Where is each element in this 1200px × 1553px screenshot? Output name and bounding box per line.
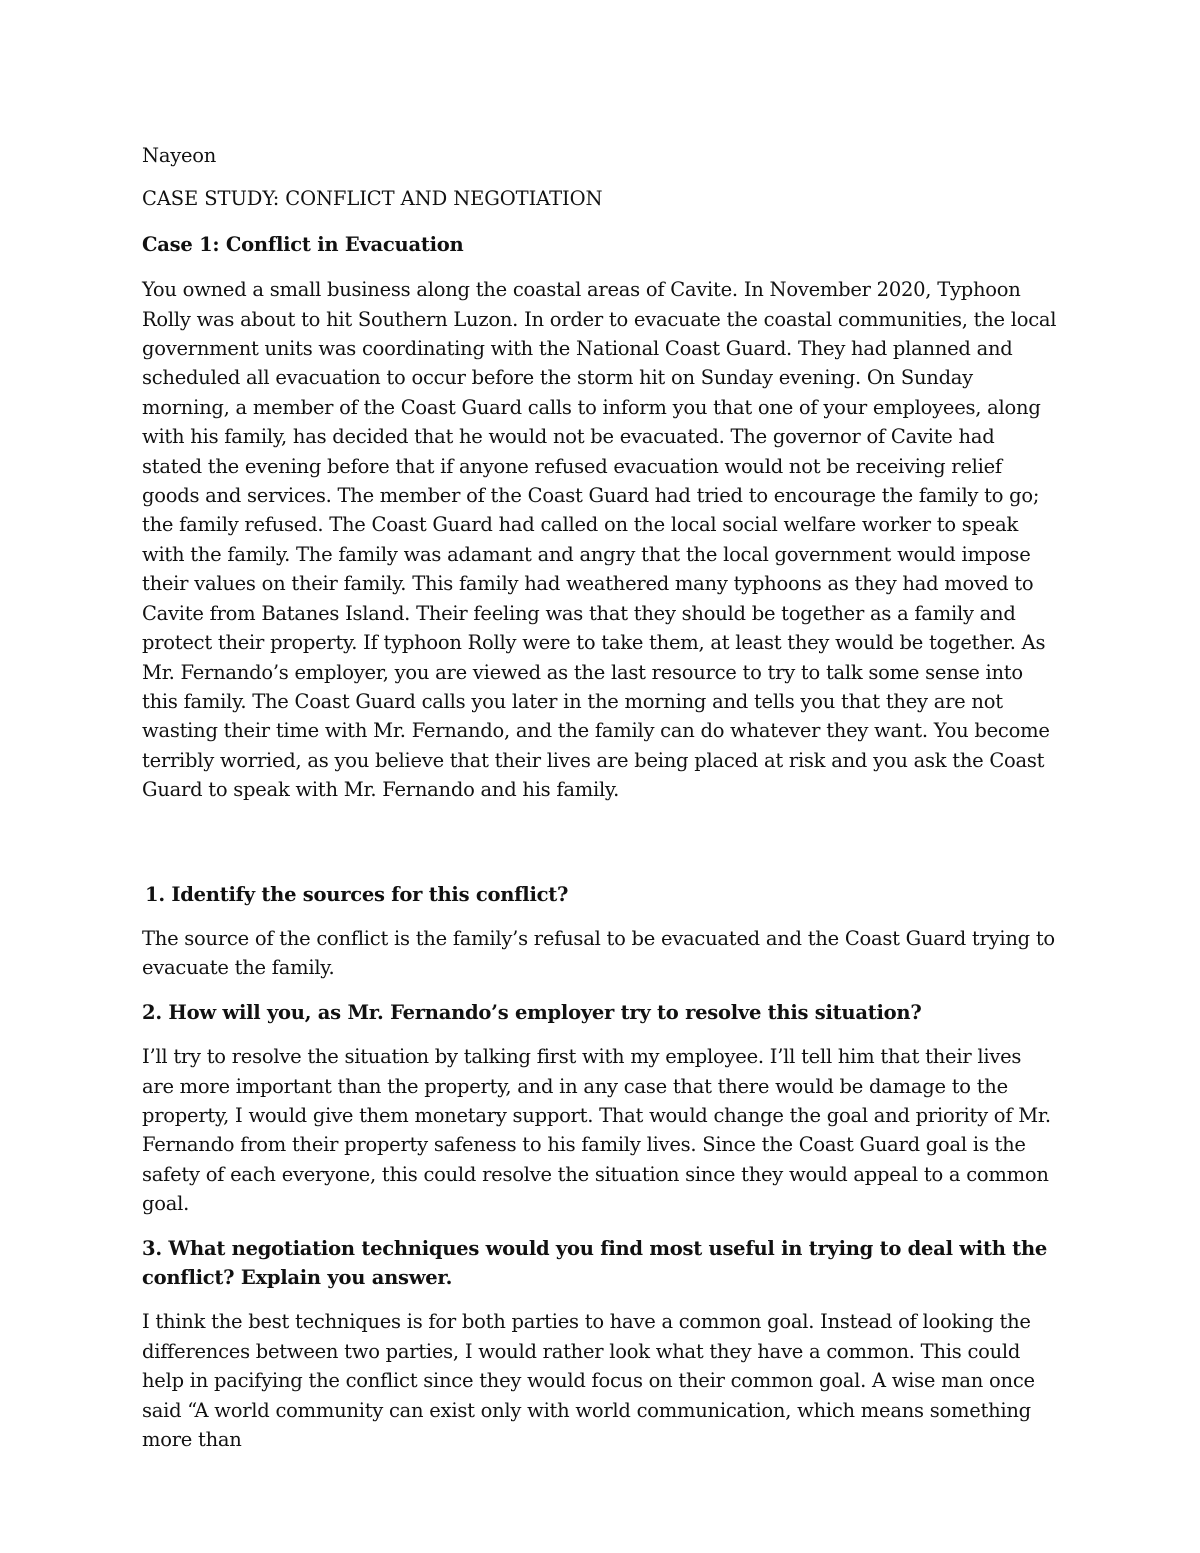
question-1: 1. Identify the sources for this conflict? — [145, 882, 569, 906]
question-2: 2. How will you, as Mr. Fernando’s employer try to resolve this situation? — [142, 1000, 922, 1024]
case-description: You owned a small business along the coastal areas of Cavite. In November 2020, Typhoon Rolly was about to hit Southern Luzon. In order to evacuate the coastal communities, the local government units was coordinating with the National Coast Guard. They had planned and scheduled all evacuation to occur before the storm hit on Sunday evening. On Sunday morning, a member of the Coast Guard calls to inform you that one of your employees, along with his family, has decided that he would not be evacuated. The governor of Cavite had stated the evening before that if anyone refused evacuation would not be receiving relief goods and services. The member of the Coast Guard had tried to encourage the family to go; the family refused. The Coast Guard had called on the local social welfare worker to speak with the family. The family was adamant and angry that the local government would impose their values on their family. This family had weathered many typhoons as they had moved to Cavite from Batanes Island. Their feeling was that they should be together as a family and protect their property. If typhoon Rolly were to take them, at least they would be together. As Mr. Fernando’s employer, you are viewed as the last resource to try to talk some sense into this family. The Coast Guard calls you later in the morning and tells you that they are not wasting their time with Mr. Fernando, and the family can do whatever they want. You become terribly worried, as you believe that their lives are being placed at risk and you ask the Coast Guard to speak with Mr. Fernando and his family. — [142, 278, 1057, 802]
answer-2: I’ll try to resolve the situation by talking first with my employee. I’ll tell him that their lives are more important than the property, and in any case that there would be damage to the property, I would give them monetary support. That would change the goal and priority of Mr. Fernando from their property safeness to his family lives. Since the Coast Guard goal is the safety of each everyone, this could resolve the situation since they would appeal to a common goal. — [142, 1045, 1051, 1216]
question-3: 3. What negotiation techniques would you find most useful in trying to deal with the conflict? Explain you answer. — [142, 1236, 1048, 1289]
document-body — [142, 141, 1057, 1469]
case-heading: Case 1: Conflict in Evacuation — [142, 232, 464, 256]
answer-3: I think the best techniques is for both parties to have a common goal. Instead of looking the differences between two parties, I would rather look what they have a common. This could help in pacifying the conflict since they would focus on their common goal. A wise man once said “A world community can exist only with world communication, which means something more than — [142, 1310, 1035, 1452]
answer-1: The source of the conflict is the family’s refusal to be evacuated and the Coast Guard trying to evacuate the family. — [142, 926, 1055, 980]
author-name: Nayeon — [142, 144, 217, 167]
document-title: CASE STUDY: CONFLICT AND NEGOTIATION — [142, 187, 603, 211]
